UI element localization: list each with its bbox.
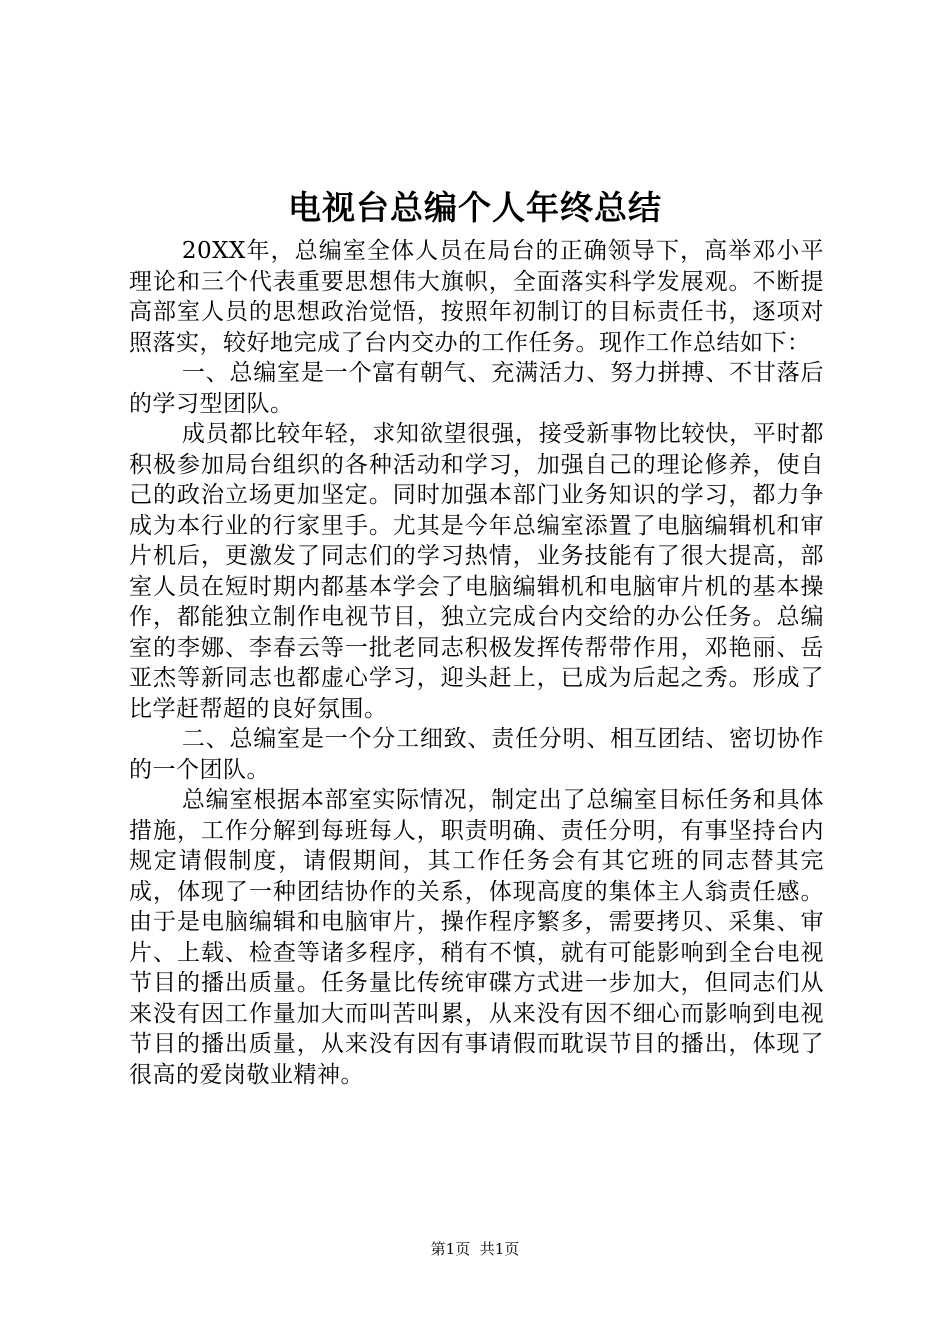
page-footer <box>0 1239 950 1259</box>
page-total: 共1页 <box>479 1240 520 1258</box>
paragraph-intro: 20XX年，总编室全体人员在局台的正确领导下，高举邓小平理论和三个代表重要思想伟大旗帜，全面落实科学发展观。不断提高部室人员的思想政治觉悟，按照年初制订的目标责任书，逐项对照落实，较好地完成了台内交办的工作任务。现作工作总结如下： <box>129 238 824 356</box>
paragraph-section-1: 成员都比较年轻，求知欲望很强，接受新事物比较快，平时都积极参加局台组织的各种活动和学习，加强自己的理论修养，使自己的政治立场更加坚定。同时加强本部门业务知识的学习，都力争成为本行业的行家里手。尤其是今年总编室添置了电脑编辑机和审片机后，更激发了同志们的学习热情，业务技能有了很大提高，部室人员在短时期内都基本学会了电脑编辑机和电脑审片机的基本操作，都能独立制作电视节目，独立完成台内交给的办公任务。总编室的李娜、李春云等一批老同志积极发挥传帮带作用，邓艳丽、岳亚杰等新同志也都虚心学习，迎头赶上，已成为后起之秀。形成了比学赶帮超的良好氛围。 <box>129 421 824 722</box>
page-number: 第1页 <box>430 1240 471 1258</box>
document-title: 电视台总编个人年终总结 <box>288 188 662 227</box>
paragraph-heading-2: 二、总编室是一个分工细致、责任分明、相互团结、密切协作的一个团队。 <box>129 726 824 783</box>
document-body <box>129 236 824 1090</box>
paragraph-heading-1: 一、总编室是一个富有朝气、充满活力、努力拼搏、不甘落后的学习型团队。 <box>129 360 824 417</box>
paragraph-section-2: 总编室根据本部室实际情况，制定出了总编室目标任务和具体措施，工作分解到每班每人，职责明确、责任分明，有事坚持台内规定请假制度，请假期间，其工作任务会有其它班的同志替其完成，体现了一种团结协作的关系，体现高度的集体主人翁责任感。由于是电脑编辑和电脑审片，操作程序繁多，需要拷贝、采集、审片、上载、检查等诸多程序，稍有不慎，就有可能影响到全台电视节目的播出质量。任务量比传统审碟方式进一步加大，但同志们从来没有因工作量加大而叫苦叫累，从来没有因不细心而影响到电视节目的播出质量，从来没有因有事请假而耽误节目的播出，体现了很高的爱岗敬业精神。 <box>129 787 824 1088</box>
